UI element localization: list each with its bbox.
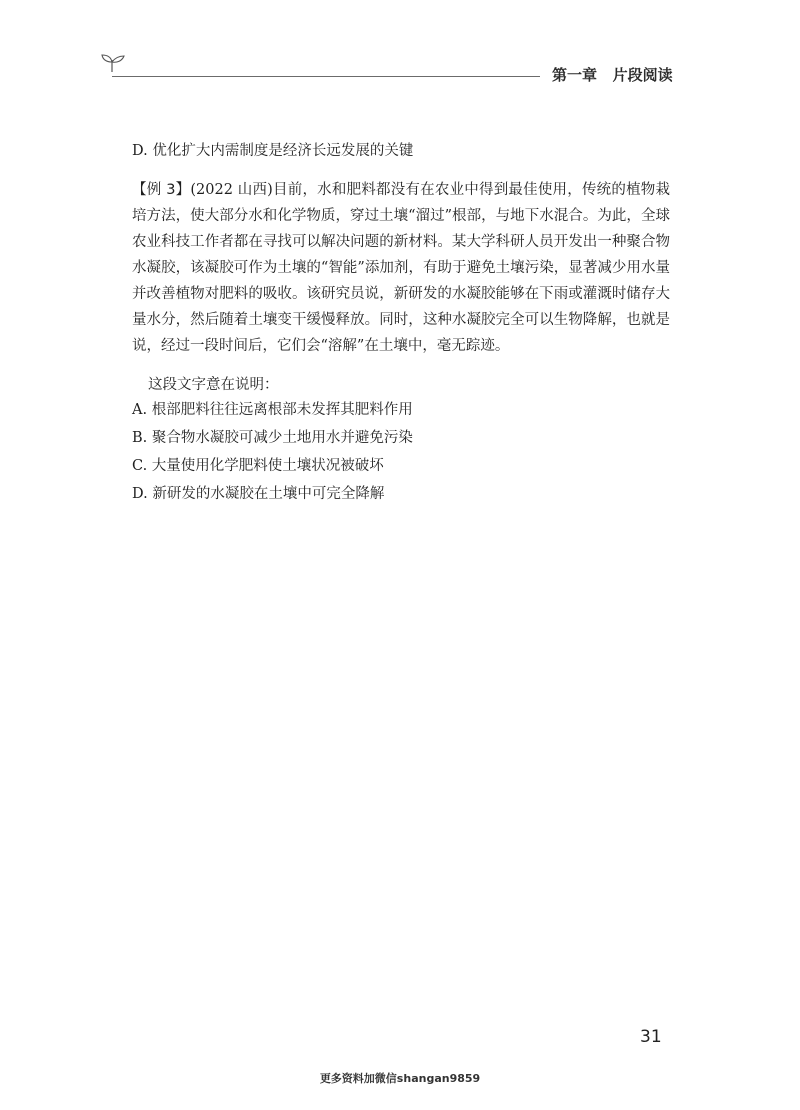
answer-options bbox=[132, 397, 413, 509]
option-d: D. 新研发的水凝胶在土壤中可完全降解 bbox=[132, 486, 385, 502]
example-passage: 目前，水和肥料都没有在农业中得到最佳使用，传统的植物栽培方法，使大部分水和化学物质，穿过土壤“溜过”根部，与地下水混合。为此，全球农业科技工作者都在寻找可以解决问题的新材料。某大学科研人员开发出一种聚合物水凝胶，该凝胶可作为土壤的“智能”添加剂，有助于避免土壤污染，显著减少用水量并改善植物对肥料的吸收。该研究员说，新研发的水凝胶能够在下雨或灌溉时储存大量水分，然后随着土壤变干缓慢释放。同时，这种水凝胶完全可以生物降解，也就是说，经过一段时间后，它们会“溶解”在土壤中，毫无踪迹。 bbox=[132, 182, 670, 354]
header-rule bbox=[112, 76, 540, 77]
option-c: C. 大量使用化学肥料使土壤状况被破坏 bbox=[132, 458, 384, 474]
chapter-title: 第一章 片段阅读 bbox=[552, 66, 673, 84]
option-b: B. 聚合物水凝胶可减少土地用水并避免污染 bbox=[132, 430, 413, 446]
option-a: A. 根部肥料往往远离根部未发挥其肥料作用 bbox=[132, 402, 413, 418]
example-paragraph bbox=[132, 177, 670, 359]
example-source: (2022 山西) bbox=[190, 182, 273, 198]
footer-note: 更多资料加微信shangan9859 bbox=[319, 1072, 481, 1085]
previous-option-d: D. 优化扩大内需制度是经济长远发展的关键 bbox=[132, 143, 414, 159]
question-stem: 这段文字意在说明： bbox=[148, 377, 279, 393]
page-number: 31 bbox=[640, 1027, 662, 1047]
example-tag: 【例 3】 bbox=[132, 182, 191, 198]
sprout-icon bbox=[100, 52, 128, 74]
